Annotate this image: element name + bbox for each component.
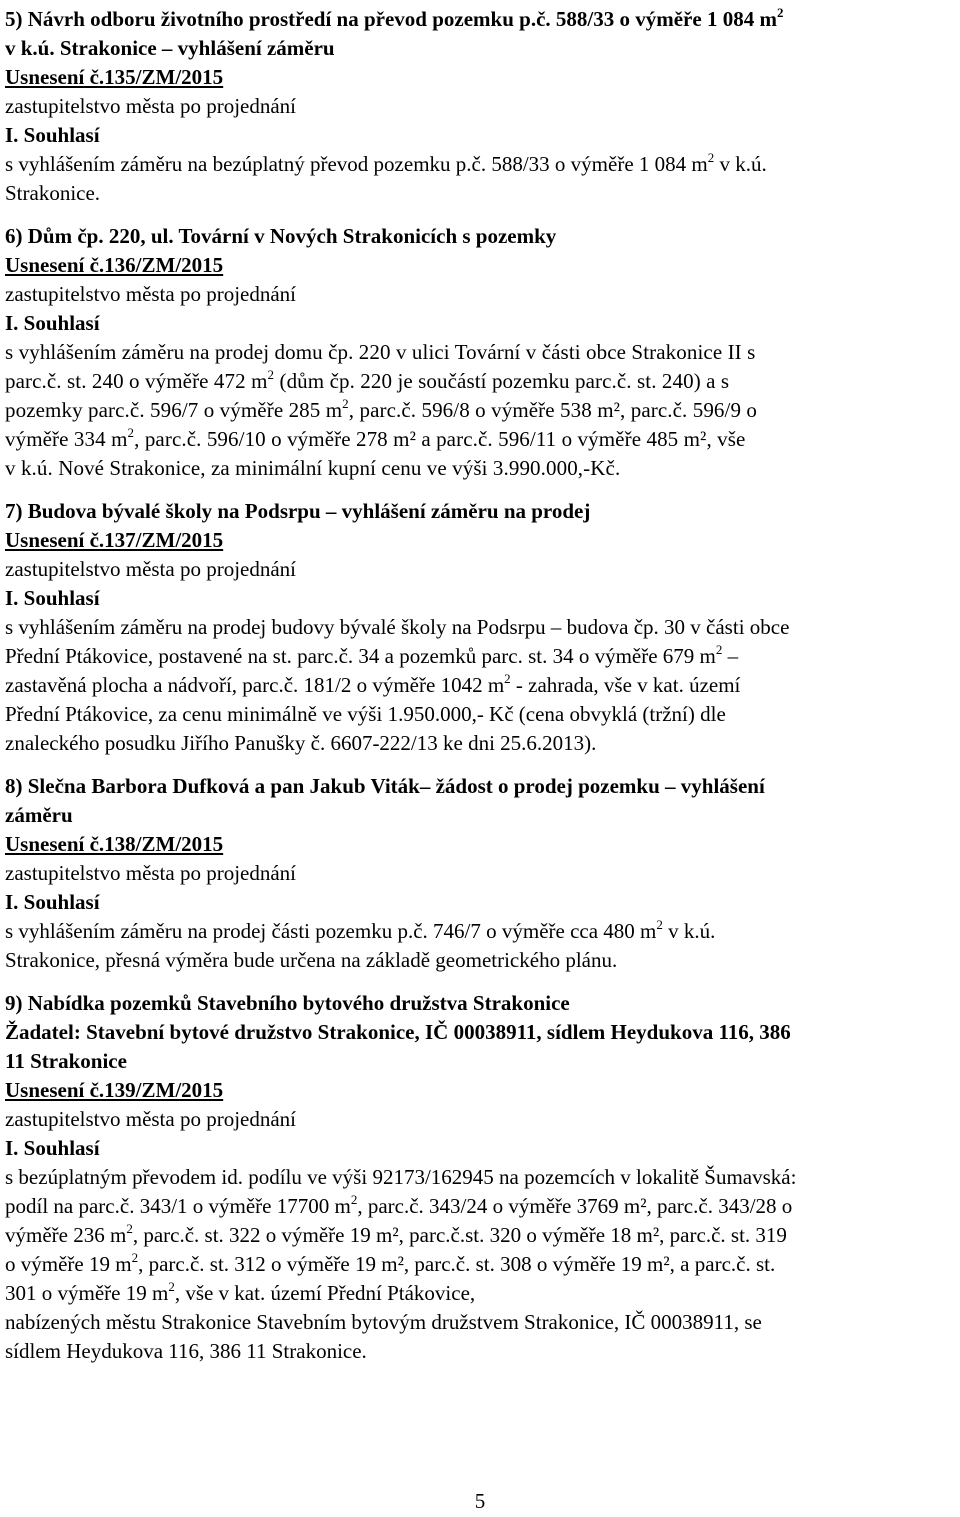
resolution-body xyxy=(5,150,955,208)
section-heading: 6) Dům čp. 220, ul. Tovární v Nových Strakonicích s pozemky xyxy=(5,224,557,248)
superscript: 2 xyxy=(776,5,784,20)
body-line: výměře 236 m xyxy=(5,1223,127,1247)
heading-line: Žadatel: Stavební bytové družstvo Strakonice, IČ 00038911, sídlem Heydukova 116, 386 xyxy=(5,1020,791,1044)
body-line: o výměře 19 m xyxy=(5,1252,132,1276)
body-line-tail: , parc.č. st. 322 o výměře 19 m², parc.č.st. 320 o výměře 18 m², parc.č. st. 319 xyxy=(132,1223,787,1247)
heading-line: 11 Strakonice xyxy=(5,1049,127,1073)
resolution-number: Usnesení č.135/ZM/2015 xyxy=(5,65,224,89)
heading-line: v k.ú. Strakonice – vyhlášení záměru xyxy=(5,36,335,60)
resolution-body xyxy=(5,338,955,483)
heading-line: 5) Návrh odboru životního prostředí na převod pozemku p.č. 588/33 o výměře 1 084 m xyxy=(5,7,777,31)
body-line: s bezúplatným převodem id. podílu ve výši 92173/162945 na pozemcích v lokalitě Šumavská: xyxy=(5,1165,797,1189)
section-5 xyxy=(5,5,955,208)
section-heading xyxy=(5,989,955,1076)
body-line-tail: v k.ú. xyxy=(714,152,767,176)
body-line: s vyhlášením záměru na prodej domu čp. 220 v ulici Tovární v části obce Strakonice II s xyxy=(5,340,756,364)
resolution-body xyxy=(5,613,955,758)
section-heading xyxy=(5,772,955,830)
body-line: parc.č. st. 240 o výměře 472 m xyxy=(5,369,268,393)
body-line-tail: (dům čp. 220 je součástí pozemku parc.č. st. 240) a s xyxy=(274,369,730,393)
body-line-tail: v k.ú. xyxy=(662,919,716,943)
council-text: zastupitelstvo města po projednání xyxy=(5,557,297,581)
decision-label: I. Souhlasí xyxy=(5,586,100,610)
superscript: 2 xyxy=(707,150,715,165)
body-line: pozemky parc.č. 596/7 o výměře 285 m xyxy=(5,398,343,422)
superscript: 2 xyxy=(350,1192,358,1207)
body-line-tail: , parc.č. 343/24 o výměře 3769 m², parc.č. 343/28 o xyxy=(357,1194,793,1218)
body-line: s vyhlášením záměru na bezúplatný převod pozemku p.č. 588/33 o výměře 1 084 m xyxy=(5,152,708,176)
body-line: výměře 334 m xyxy=(5,427,128,451)
decision-label: I. Souhlasí xyxy=(5,1136,100,1160)
council-text: zastupitelstvo města po projednání xyxy=(5,282,297,306)
heading-line: 9) Nabídka pozemků Stavebního bytového družstva Strakonice xyxy=(5,991,570,1015)
body-line: znaleckého posudku Jiřího Panušky č. 6607-222/13 ke dni 25.6.2013). xyxy=(5,731,597,755)
resolution-number: Usnesení č.137/ZM/2015 xyxy=(5,528,224,552)
council-text: zastupitelstvo města po projednání xyxy=(5,94,297,118)
body-line: Přední Ptákovice, postavené na st. parc.č. 34 a pozemků parc. st. 34 o výměře 679 m xyxy=(5,644,716,668)
council-text: zastupitelstvo města po projednání xyxy=(5,1107,297,1131)
body-line: s vyhlášením záměru na prodej části pozemku p.č. 746/7 o výměře cca 480 m xyxy=(5,919,657,943)
section-heading: 7) Budova bývalé školy na Podsrpu – vyhlášení záměru na prodej xyxy=(5,499,591,523)
resolution-number: Usnesení č.138/ZM/2015 xyxy=(5,832,224,856)
superscript: 2 xyxy=(267,367,275,382)
section-6 xyxy=(5,222,955,483)
body-line: zastavěná plocha a nádvoří, parc.č. 181/2 o výměře 1042 m xyxy=(5,673,505,697)
body-line-tail: , parc.č. 596/10 o výměře 278 m² a parc.č. 596/11 o výměře 485 m², vše xyxy=(134,427,746,451)
body-line-tail: , vše v kat. území Přední Ptákovice, xyxy=(174,1281,476,1305)
section-8 xyxy=(5,772,955,975)
superscript: 2 xyxy=(131,1250,139,1265)
resolution-number: Usnesení č.136/ZM/2015 xyxy=(5,253,224,277)
body-line: Strakonice. xyxy=(5,181,101,205)
document-page xyxy=(5,5,955,1366)
superscript: 2 xyxy=(126,1221,133,1236)
body-line: v k.ú. Nové Strakonice, za minimální kupní cenu ve výši 3.990.000,-Kč. xyxy=(5,456,621,480)
superscript: 2 xyxy=(715,642,723,657)
body-line: s vyhlášením záměru na prodej budovy bývalé školy na Podsrpu – budova čp. 30 v části obce xyxy=(5,615,790,639)
resolution-body xyxy=(5,917,955,975)
superscript: 2 xyxy=(127,425,135,440)
body-line: Přední Ptákovice, za cenu minimálně ve výši 1.950.000,- Kč (cena obvyklá (tržní) dle xyxy=(5,702,726,726)
body-line: sídlem Heydukova 116, 386 11 Strakonice. xyxy=(5,1339,367,1363)
heading-line: 8) Slečna Barbora Dufková a pan Jakub Viták– žádost o prodej pozemku – vyhlášení xyxy=(5,774,765,798)
body-line: nabízených městu Strakonice Stavebním bytovým družstvem Strakonice, IČ 00038911, se xyxy=(5,1310,762,1334)
body-line: 301 o výměře 19 m xyxy=(5,1281,169,1305)
page-number: 5 xyxy=(474,1489,486,1513)
superscript: 2 xyxy=(504,671,511,686)
decision-label: I. Souhlasí xyxy=(5,890,100,914)
body-line: podíl na parc.č. 343/1 o výměře 17700 m xyxy=(5,1194,351,1218)
heading-line: záměru xyxy=(5,803,73,827)
resolution-number: Usnesení č.139/ZM/2015 xyxy=(5,1078,224,1102)
body-line: Strakonice, přesná výměra bude určena na základě geometrického plánu. xyxy=(5,948,618,972)
section-heading xyxy=(5,5,955,63)
resolution-body xyxy=(5,1163,955,1366)
body-line-tail: - zahrada, vše v kat. území xyxy=(510,673,741,697)
council-text: zastupitelstvo města po projednání xyxy=(5,861,297,885)
body-line-tail: – xyxy=(722,644,739,668)
body-line-tail: , parc.č. 596/8 o výměře 538 m², parc.č. 596/9 o xyxy=(348,398,758,422)
superscript: 2 xyxy=(168,1279,175,1294)
superscript: 2 xyxy=(342,396,349,411)
body-line-tail: , parc.č. st. 312 o výměře 19 m², parc.č. st. 308 o výměře 19 m², a parc.č. st. xyxy=(138,1252,776,1276)
superscript: 2 xyxy=(656,917,663,932)
decision-label: I. Souhlasí xyxy=(5,123,100,147)
section-7 xyxy=(5,497,955,758)
decision-label: I. Souhlasí xyxy=(5,311,100,335)
section-9 xyxy=(5,989,955,1366)
